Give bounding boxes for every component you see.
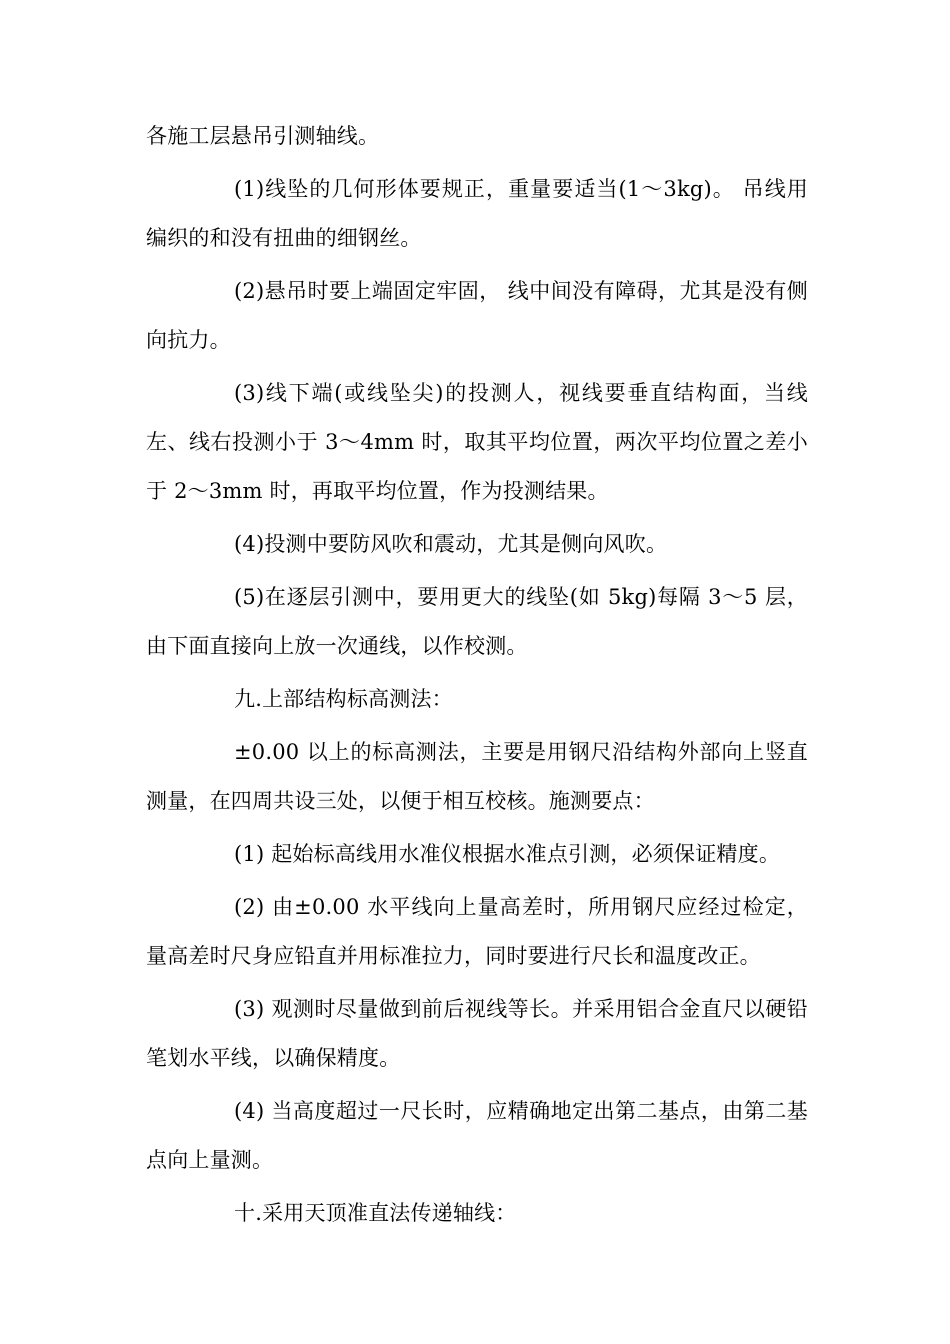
section-9-intro: ±0.00 以上的标高测法，主要是用钢尺沿结构外部向上竖直测量，在四周共设三处，以便于相互校核。施测要点： bbox=[146, 740, 808, 813]
paragraph-continuation: 各施工层悬吊引测轴线。 bbox=[146, 124, 380, 148]
list-item-2: (2)悬吊时要上端固定牢固， 线中间没有障碍，尤其是没有侧向抗力。 bbox=[146, 279, 808, 352]
document-body bbox=[146, 112, 808, 1242]
section-9-point-3: (3) 观测时尽量做到前后视线等长。并采用铝合金直尺以硬铅笔划水平线，以确保精度。 bbox=[146, 997, 808, 1070]
list-item-4: (4)投测中要防风吹和震动，尤其是侧向风吹。 bbox=[234, 532, 668, 556]
section-heading-10: 十.采用天顶准直法传递轴线： bbox=[234, 1201, 517, 1225]
section-9-point-1: (1) 起始标高线用水准仪根据水准点引测，必须保证精度。 bbox=[234, 842, 781, 866]
list-item-1: (1)线坠的几何形体要规正，重量要适当(1～3kg)。 吊线用编织的和没有扭曲的细钢丝。 bbox=[146, 177, 808, 250]
section-9-point-4: (4) 当高度超过一尺长时，应精确地定出第二基点，由第二基点向上量测。 bbox=[146, 1099, 808, 1172]
list-item-5: (5)在逐层引测中，要用更大的线坠(如 5kg)每隔 3～5 层，由下面直接向上放一次通线，以作校测。 bbox=[146, 585, 808, 658]
section-heading-9: 九.上部结构标高测法： bbox=[234, 687, 453, 711]
list-item-3: (3)线下端(或线坠尖)的投测人，视线要垂直结构面，当线左、线右投测小于 3～4mm 时，取其平均位置，两次平均位置之差小于 2～3mm 时，再取平均位置，作为投测结果。 bbox=[146, 381, 808, 503]
section-9-point-2: (2) 由±0.00 水平线向上量高差时，所用钢尺应经过检定，量高差时尺身应铅直并用标准拉力，同时要进行尺长和温度改正。 bbox=[146, 895, 808, 968]
